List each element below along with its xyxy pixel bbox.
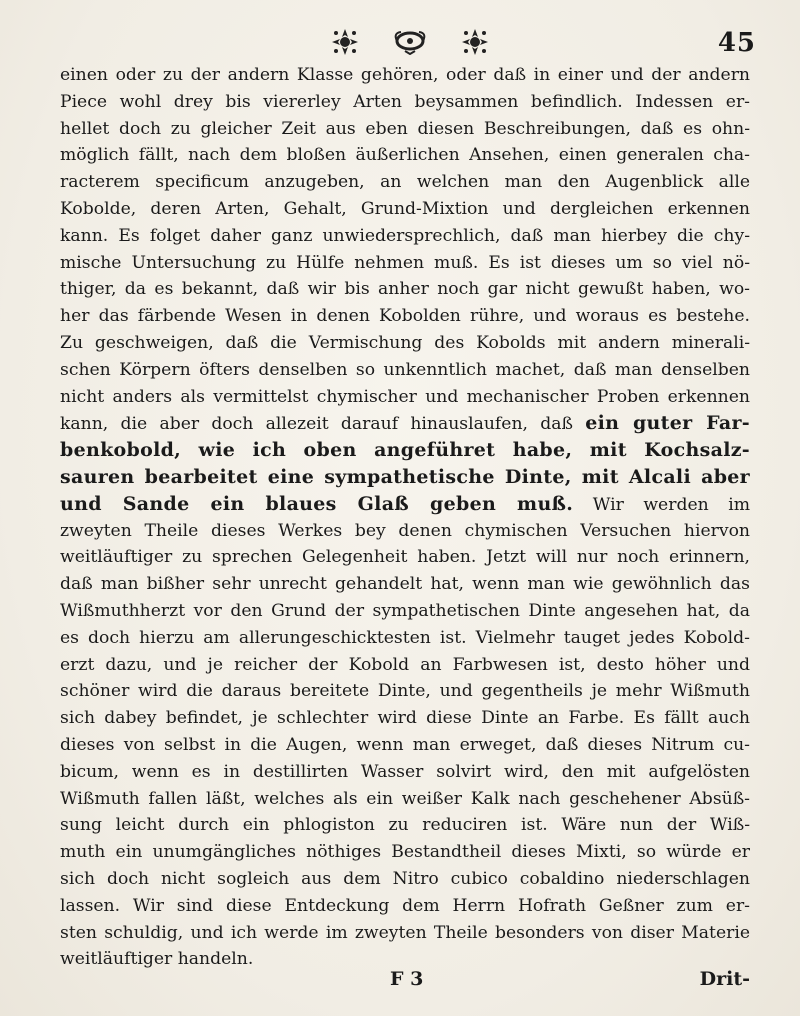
text-line-mixed bbox=[60, 410, 750, 437]
text-line: es doch hierzu am allerungeschicktesten ist. Vielmehr tauget jedes Kobold- bbox=[60, 627, 750, 648]
text-line: hellet doch zu gleicher Zeit aus eben diesen Beschreibungen, daß es ohn- bbox=[60, 118, 750, 139]
text-line: weitläuftiger zu sprechen Gelegenheit haben. Jetzt will nur noch erinnern, bbox=[60, 547, 750, 568]
floral-ornament-left-icon bbox=[330, 27, 360, 57]
page-number: 45 bbox=[717, 28, 756, 58]
text-line: sich dabey befindet, je schlechter wird diese Dinte an Farbe. Es fällt auch bbox=[60, 708, 750, 729]
text-line: schöner wird die daraus bereitete Dinte, und gegentheils je mehr Wißmuth bbox=[60, 681, 750, 702]
text-line: thiger, da es bekannt, daß wir bis anher noch gar nicht gewußt haben, wo- bbox=[60, 279, 750, 300]
text-line: lassen. Wir sind diese Entdeckung dem Herrn Hofrath Geßner zum er- bbox=[60, 895, 750, 916]
floral-ornament-center-icon bbox=[393, 29, 427, 55]
text-line: Wißmuthherzt vor den Grund der sympathetischen Dinte angesehen hat, da bbox=[60, 600, 750, 621]
text-line: sich doch nicht sogleich aus dem Nitro cubico cobaldino niederschlagen bbox=[60, 868, 750, 889]
catchword: Drit- bbox=[699, 968, 750, 990]
text-line: bicum, wenn es in destillirten Wasser solvirt wird, den mit aufgelösten bbox=[60, 761, 750, 782]
floral-ornament-right-icon bbox=[460, 27, 490, 57]
text-line: nicht anders als vermittelst chymischer und mechanischer Proben erkennen bbox=[60, 386, 750, 407]
text-line: daß man bißher sehr unrecht gehandelt hat, wenn man wie gewöhnlich das bbox=[60, 574, 750, 595]
emphasized-line: benkobold, wie ich oben angeführet habe, mit Kochsalz- bbox=[60, 439, 750, 462]
page-header bbox=[0, 18, 800, 68]
page-footer bbox=[60, 968, 750, 998]
text-segment: kann, die aber doch allezeit darauf hinauslaufen, daß bbox=[60, 414, 573, 435]
text-line: zweyten Theile dieses Werkes bey denen chymischen Versuchen hiervon bbox=[60, 520, 750, 541]
text-line: einen oder zu der andern Klasse gehören, oder daß in einer und der andern bbox=[60, 65, 750, 85]
text-line: her das färbende Wesen in denen Kobolden rühre, und woraus es bestehe. bbox=[60, 306, 750, 327]
text-line: sung leicht durch ein phlogiston zu reduciren ist. Wäre nun der Wiß- bbox=[60, 815, 750, 836]
text-line-mixed bbox=[60, 491, 750, 518]
text-line: racterem specificum anzugeben, an welchen man den Augenblick alle bbox=[60, 172, 750, 193]
emphasized-line: sauren bearbeitet eine sympathetische Dinte, mit Alcali aber bbox=[60, 465, 750, 488]
text-line: möglich fällt, nach dem bloßen äußerlichen Ansehen, einen generalen cha- bbox=[60, 145, 750, 166]
text-line: muth ein unumgängliches nöthiges Bestandtheil dieses Mixti, so würde er bbox=[60, 842, 750, 863]
emphasized-text: ein guter Far- bbox=[585, 412, 750, 435]
emphasized-text: und Sande ein blaues Glaß geben muß. bbox=[60, 492, 574, 515]
text-line: mische Untersuchung zu Hülfe nehmen muß. Es ist dieses um so viel nö- bbox=[60, 252, 750, 273]
body-text bbox=[60, 62, 750, 973]
text-line: erzt dazu, und je reicher der Kobold an Farbwesen ist, desto höher und bbox=[60, 654, 750, 675]
text-line: Kobolde, deren Arten, Gehalt, Grund-Mixtion und dergleichen erkennen bbox=[60, 198, 750, 219]
text-line: Piece wohl drey bis viererley Arten beysammen befindlich. Indessen er- bbox=[60, 91, 750, 112]
text-line: weitläuftiger handeln. bbox=[60, 949, 254, 970]
text-line: kann. Es folget daher ganz unwiedersprechlich, daß man hierbey die chy- bbox=[60, 225, 750, 246]
text-line: dieses von selbst in die Augen, wenn man erweget, daß dieses Nitrum cu- bbox=[60, 734, 750, 755]
text-line: sten schuldig, und ich werde im zweyten Theile besonders von diser Materie bbox=[60, 922, 750, 943]
text-line: schen Körpern öfters denselben so unkenntlich machet, daß man denselben bbox=[60, 359, 750, 380]
text-line: Wißmuth fallen läßt, welches als ein weißer Kalk nach geschehener Absüß- bbox=[60, 788, 750, 809]
printer-signature: F 3 bbox=[390, 968, 424, 990]
text-line: Zu geschweigen, daß die Vermischung des Kobolds mit andern minerali- bbox=[60, 332, 750, 353]
header-ornaments bbox=[330, 26, 490, 58]
text-segment: Wir werden im bbox=[592, 494, 750, 515]
